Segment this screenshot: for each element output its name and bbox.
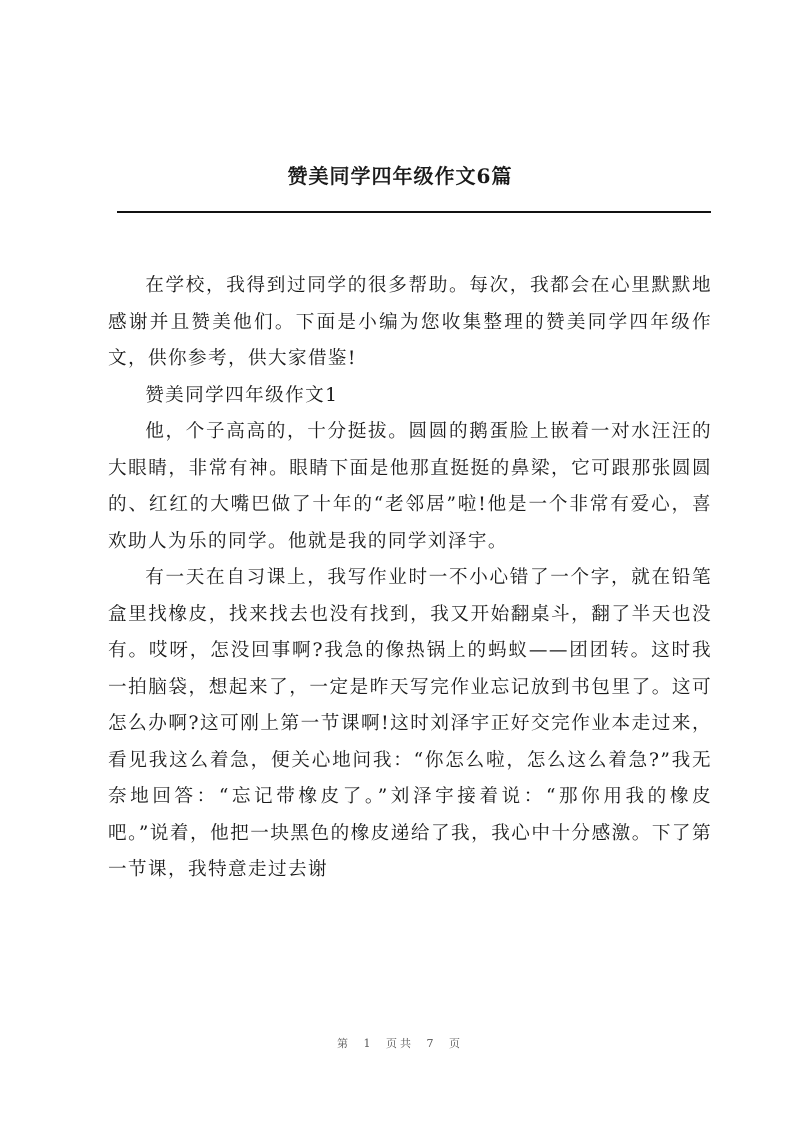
title-divider: [117, 211, 711, 213]
intro-paragraph: 在学校，我得到过同学的很多帮助。每次，我都会在心里默默地感谢并且赞美他们。下面是小编为您收集整理的赞美同学四年级作文，供你参考，供大家借鉴!: [108, 275, 712, 369]
body-paragraph: 他，个子高高的，十分挺拔。圆圆的鹅蛋脸上嵌着一对水汪汪的大眼睛，非常有神。眼睛下面是他那直挺挺的鼻梁，它可跟那张圆圆的、红红的大嘴巴做了十年的“老邻居”啦!他是一个非常有爱心，喜欢助人为乐的同学。他就是我的同学刘泽宇。: [108, 421, 712, 552]
document-title: 赞美同学四年级作文6篇: [287, 164, 513, 188]
body-paragraph: 有一天在自习课上，我写作业时一不小心错了一个字，就在铅笔盒里找橡皮，找来找去也没有找到，我又开始翻桌斗，翻了半天也没有。哎呀，怎没回事啊?我急的像热锅上的蚂蚁——团团转。这时我一拍脑袋，想起来了，一定是昨天写完作业忘记放到书包里了。这可怎么办啊?这可刚上第一节课啊!这时刘泽宇正好交完作业本走过来，看见我这么着急，便关心地问我：“你怎么啦，怎么这么着急?”我无奈地回答：“忘记带橡皮了。”刘泽宇接着说：“那你用我的橡皮吧。”说着，他把一块黑色的橡皮递给了我，我心中十分感激。下了第一节课，我特意走过去谢: [108, 567, 712, 880]
document-body: [108, 268, 712, 889]
page-number: 第 1 页共 7 页: [337, 1037, 463, 1050]
section-heading: 赞美同学四年级作文1: [145, 384, 339, 406]
